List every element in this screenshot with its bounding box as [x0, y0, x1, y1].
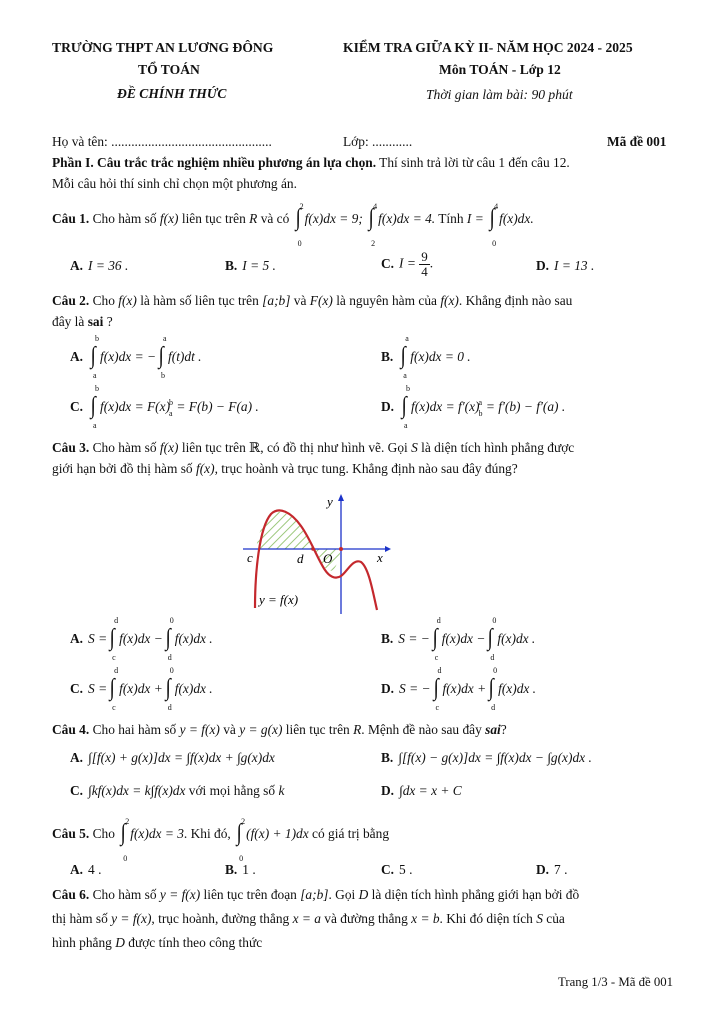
part1-desc2: Mỗi câu hỏi thí sinh chỉ chọn một phương án. — [52, 176, 297, 191]
integral-sign: ∫ 4 2 — [368, 202, 378, 248]
q-math: R — [249, 211, 258, 227]
function-graph — [235, 488, 400, 618]
q4-option-d[interactable]: D. ∫dx = x + C — [381, 783, 462, 798]
question-label: Câu 4. — [52, 722, 90, 737]
q4-option-a[interactable]: A. ∫[f(x) + g(x)]dx = ∫f(x)dx + ∫g(x)dx — [70, 750, 275, 765]
q3-option-b[interactable]: B. S = − ∫ d c f(x)dx − ∫ 0 d f(x)dx . — [381, 616, 536, 662]
c-label: c — [247, 550, 253, 565]
q-text: Cho hàm số — [89, 211, 160, 227]
origin-point — [339, 547, 343, 551]
question-label: Câu 2. — [52, 293, 90, 308]
question-label: Câu 3. — [52, 440, 90, 455]
q1-option-c[interactable]: C. I = $\frac{9}{4}$ . — [381, 249, 434, 279]
q4-option-b[interactable]: B. ∫[f(x) − g(x)]dx = ∫f(x)dx − ∫g(x)dx . — [381, 750, 592, 765]
exam-title: KIỂM TRA GIỮA KỲ II- NĂM HỌC 2024 - 2025 — [343, 40, 633, 55]
question-label: Câu 5. — [52, 826, 90, 842]
d-point — [311, 547, 315, 551]
integral-sign: ∫ 2 0 — [295, 202, 304, 248]
question-2: Câu 2. Cho f(x) là hàm số liên tục trên [a;b] và F(x) là nguyên hàm của f(x). Khẳng định nào sau đây là sai ? — [52, 293, 573, 329]
q-math: f(x)dx. — [499, 211, 534, 227]
q3-option-d[interactable]: D. S = − ∫ d c f(x)dx + ∫ 0 d f(x)dx . — [381, 666, 537, 712]
q-math: I = — [466, 211, 484, 227]
question-label: Câu 1. — [52, 211, 90, 227]
q-math: f(x)dx = 4. — [378, 211, 436, 227]
duration: Thời gian làm bài: 90 phút — [426, 87, 573, 102]
q1-option-a[interactable]: A. I = 36 . — [70, 258, 129, 273]
question-label: Câu 6. — [52, 887, 90, 902]
q2-option-d[interactable]: D. ∫ b a f(x)dx = f′(x)a b = f′(b) − f′(a) . — [381, 384, 566, 430]
integral-sign: ∫ 4 0 — [489, 202, 499, 248]
q-text: và có — [257, 211, 293, 227]
name-field: Họ và tên: ................................................ — [52, 134, 272, 149]
d-label: d — [297, 551, 304, 566]
q-math: f(x) — [159, 211, 179, 227]
q4-option-c[interactable]: C. ∫kf(x)dx = k∫f(x)dx với mọi hằng số k — [70, 783, 285, 798]
origin-label: O — [323, 551, 333, 566]
q2-option-c[interactable]: C. ∫ b a f(x)dx = F(x)b a = F(b) − F(a) . — [70, 384, 259, 430]
part1-desc: Thí sinh trả lời từ câu 1 đến câu 12. — [376, 155, 570, 170]
subject: Môn TOÁN - Lớp 12 — [439, 62, 561, 77]
department: TỔ TOÁN — [138, 62, 200, 77]
function-label: y = f(x) — [259, 592, 299, 607]
q-text: Tính — [435, 211, 467, 227]
q2-option-b[interactable]: B. ∫ a a f(x)dx = 0 . — [381, 334, 471, 380]
question-3: Câu 3. Cho hàm số f(x) liên tục trên ℝ, có đồ thị như hình vẽ. Gọi S là diện tích hình phẳng được giới hạn bởi đồ thị hàm số f(x), trục hoành và trục tung. Khẳng định nào sau đây đúng? — [52, 440, 575, 476]
question-5: Câu 5. Cho ∫ 2 0 f(x)dx = 3. Khi đó, ∫ 2 0 (f(x) + 1)dx có giá trị bằng — [52, 817, 390, 863]
part1-title: Phần I. Câu trắc trắc nghiệm nhiều phương án lựa chọn. — [52, 155, 377, 170]
q1-option-b[interactable]: B. I = 5 . — [225, 258, 276, 273]
q5-option-c[interactable]: C. 5 . — [381, 862, 413, 877]
question-4: Câu 4. Cho hai hàm số y = f(x) và y = g(x) liên tục trên R. Mệnh đề nào sau đây sai? — [52, 722, 507, 737]
q5-option-d[interactable]: D. 7 . — [536, 862, 568, 877]
q2-option-a[interactable]: A. ∫ b a f(x)dx = − ∫ a b f(t)dt . — [70, 334, 202, 380]
q5-option-b[interactable]: B. 1 . — [225, 862, 256, 877]
q-text: liên tục trên — [178, 211, 250, 227]
q-math: f(x)dx = 9; — [304, 211, 363, 227]
exam-code: Mã đề 001 — [607, 134, 667, 149]
class-field: Lớp: ............ — [343, 134, 413, 149]
q5-option-a[interactable]: A. 4 . — [70, 862, 102, 877]
q3-option-a[interactable]: A. S = ∫ d c f(x)dx − ∫ 0 d f(x)dx . — [70, 616, 213, 662]
y-label: y — [327, 494, 333, 509]
question-1 — [52, 202, 689, 248]
x-label: x — [377, 550, 383, 565]
x-axis-arrow — [385, 546, 391, 552]
page-footer: Trang 1/3 - Mã đề 001 — [558, 975, 674, 989]
official-label: ĐỀ CHÍNH THỨC — [117, 86, 227, 101]
q1-option-d[interactable]: D. I = 13 . — [536, 258, 595, 273]
question-6: Câu 6. Cho hàm số y = f(x) liên tục trên đoạn [a;b]. Gọi D là diện tích hình phẳng giới hạn bởi đồ thị hàm số y = f(x), trục hoành, đường thẳng x = a và đường thẳng x = b. Khi đó diện tích S của hình phẳng D được tính theo công thức — [52, 887, 580, 950]
part1-intro — [52, 152, 689, 194]
school-name: TRƯỜNG THPT AN LƯƠNG ĐÔNG — [52, 40, 274, 55]
q3-option-c[interactable]: C. S = ∫ d c f(x)dx + ∫ 0 d f(x)dx . — [70, 666, 213, 712]
y-axis-arrow — [338, 494, 344, 501]
